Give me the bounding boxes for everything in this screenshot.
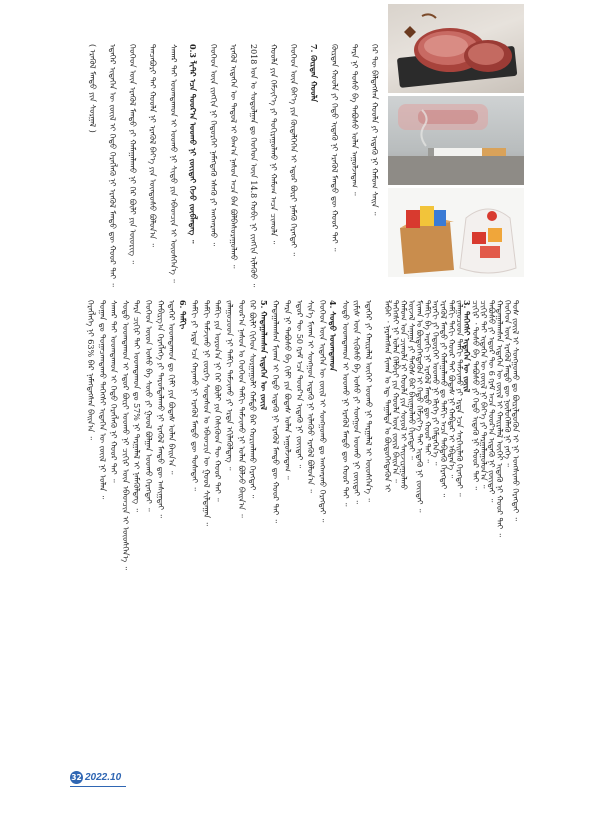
column-middle-line: ᠬᠠᠪᠢᠷᠭ᠎ᠠ ᠬᠡᠷᠡᠭᠯᠡᠭᠡ ᠶᠢ ᠳᠠᠷᠤᠮᠳᠠᠯᠠᠬᠤ ᠨᠢ ᠡᠷᠡᠭᠦᠯ ᠮᠡᠨᠳᠦ ᠳᠦ ᠠᠰᠢᠭ᠋ᠲᠠᠢ ᠃ — [156, 300, 165, 518]
column-right-line: ᠳᠠᠮᠬᠢ ᠪᠠ ᠠᠷᠠᠬᠢ ᠨᠢ ᠡᠷᠡᠭᠦᠯ ᠮᠡᠨᠳᠦ ᠳᠦ ᠬᠣᠣᠷ ᠲᠠᠢ ᠃ — [423, 300, 432, 463]
column-right-line: ᠦᠵᠡᠯ ᠰᠠᠨᠠᠭᠠ ᠶᠢ ᠲᠡᠭᠦᠰ ᠪᠡᠷ ᠪᠠᠢᠭᠤᠯᠬᠤ ᠬᠡᠷᠡᠭᠲᠡᠢ ᠃ — [407, 300, 416, 460]
column-right-line: ᠳᠠᠮᠬᠢ ᠳᠠᠬᠢ ᠬᠣᠣᠷ ᠲᠠᠢ ᠪᠣᠳᠠᠰ ᠨᠢ ᠬᠠᠪᠳᠠᠷ ᠢ ᠡᠪᠳᠡᠨ᠎ᠡ ᠃ — [447, 300, 456, 479]
column-left-line: ᠬᠡᠦᠬᠡᠳ ᠦᠨ ᠵᠢᠩᠭᠢᠨ ᠨᠢ ᠬᠡᠲᠦᠷᠬᠡᠢ ᠨᠡᠮᠡᠭᠳᠡᠬᠦ ᠡᠰᠡᠬᠦ ᠶᠢ ᠠᠩᠬᠠᠷᠬᠤ ᠃ — [209, 44, 218, 247]
column-left-line: ᠬᠦᠷᠳᠡᠨ ᠬᠣᠣᠯᠠ ᠶᠢ ᠬᠡᠳᠦ ᠢᠳᠡᠬᠦ ᠨᠢ ᠡᠷᠡᠭᠦᠯ ᠮᠡᠨᠳᠦ ᠳᠦ ᠬᠣᠣᠷ ᠲᠠᠢ ᠃ — [330, 44, 339, 252]
column-left-line: ᠬᠣᠣᠯᠠ ᠶᠢᠨ ᠬᠡᠮᠵᠢᠶ᠎ᠡ ᠶᠢ ᠲᠣᠬᠢᠷᠠᠭᠤᠯᠬᠤ ᠨᠢ ᠬᠠᠮᠤᠭ ᠠᠴᠠ ᠴᠢᠬᠤᠯᠠ ᠃ — [269, 44, 278, 245]
column-left — [88, 44, 379, 288]
column-middle-line: ᠵᠠᠯᠠᠭᠤᠴᠤᠳ ᠨᠢ ᠳᠠᠮᠬᠢ ᠳᠠᠮᠵᠢᠬᠤ ᠶᠢ ᠡᠷᠲᠡ ᠡᠬᠢᠯᠡᠭᠦᠯᠳᠡᠭ ᠃ — [225, 300, 234, 471]
column-right-line: 3. ᠳᠡᠭᠡᠭᠰᠢ ᠢᠳᠡᠭᠡᠨ ᠦ ᠵᠦᠢᠯ — [462, 300, 472, 393]
column-right-line: ᠬᠡᠦᠬᠡᠳ ᠦᠨ ᠡᠷᠡᠭᠦᠯ ᠮᠡᠨᠳᠦ ᠳᠦ ᠨᠥᠯᠦᠭᠡᠯᠡᠬᠦ ᠨᠢ ᠶᠡᠬᠡ ᠃ — [503, 300, 512, 467]
column-middle-line: ᠵᠢᠮᠢᠰ ᠦᠨ ᠰᠢᠭᠦᠰᠦ ᠪᠠ ᠤᠰᠤ ᠶᠢ ᠰᠣᠩᠭᠣᠨ ᠤᠤᠬᠤ ᠨᠢ ᠵᠦᠢᠲᠡᠢ ᠃ — [352, 300, 361, 504]
column-right — [383, 300, 519, 798]
column-middle-line: ᠬᠡᠷᠡᠭᠯᠡᠭᠡ ᠨᠢ 63% ᠪᠡᠷ ᠨᠡᠮᠡᠭᠳᠡᠭᠰᠡᠨ ᠪᠠᠢᠨ᠎ᠠ ᠃ — [86, 300, 95, 440]
column-middle-line: ᠳᠠᠮᠬᠢ ᠶᠢᠨ ᠤᠷᠤᠨ᠎ᠠ ᠨᠢ ᠭᠡᠷ ᠪᠦᠯᠢ ᠶᠢᠨ ᠭᠡᠰᠢᠭᠦᠳ ᠲᠦ ᠬᠣᠣᠷ ᠲᠠᠢ ᠃ — [213, 300, 222, 502]
cigarette-photo — [388, 96, 524, 185]
column-middle-line: ᠰᠠᠬᠠᠷ ᠲᠠᠢ ᠤᠤᠭᠳᠠᠬᠤᠨ ᠢ ᠬᠡᠳᠦ ᠬᠡᠷᠡᠭᠯᠡᠬᠦ ᠨᠢ ᠬᠣᠣᠷ ᠲᠠᠢ ᠃ — [109, 300, 118, 483]
column-left-line: ᠰᠠᠬᠠᠷ ᠲᠠᠢ ᠤᠤᠭᠳᠠᠬᠤᠨ ᠢ ᠤᠤᠬᠤ ᠨᠢ ᠰᠢᠳᠦ ᠶᠢᠨ ᠡᠪᠡᠳᠴᠢᠨ ᠢ ᠦᠦᠰᠭᠡᠨ᠎ᠡ ᠃ — [169, 44, 178, 283]
column-right-line: ᠡᠷᠡᠭᠦᠯ ᠮᠡᠨᠳᠦ ᠶᠢ ᠬᠠᠮᠠᠭᠠᠯᠠᠬᠤ ᠳᠤ ᠳᠠᠮᠬᠢ ᠠᠴᠠ ᠳᠡᠪᠳᠡᠬᠦ ᠬᠡᠷᠡᠭᠲᠡᠢ ᠃ — [439, 300, 448, 497]
column-middle-line: 5. ᠬᠠᠳᠠᠭᠠᠯᠠᠭᠰᠠᠨ ᠢᠳᠡᠭᠡᠨ ᠦ ᠵᠦᠢᠯ — [259, 300, 269, 411]
snacks-photo — [388, 188, 524, 277]
column-right-line: ᠳᠡᠭᠡᠭᠰᠢ ᠨᠢ ᠣᠯᠠᠨ ᠬᠡᠯᠪᠡᠷᠢ ᠶᠢᠨ ᠬᠣᠣᠯᠠ ᠦᠨ ᠵᠦᠢᠯ ᠪᠠᠢᠨ᠎ᠠ ᠃ — [391, 300, 400, 483]
column-middle-line: ᠰᠣᠳᠤ ᠤᠤᠭᠳᠠᠬᠤᠨ ᠢ ᠡᠳᠦᠷ ᠪᠦᠷᠢ ᠤᠤᠬᠤ ᠨᠢ ᠴᠢᠬᠢᠷ ᠦᠨ ᠡᠪᠡᠳᠴᠢᠨ ᠢ ᠦᠦᠰᠭᠡᠨ᠎ᠡ ᠃ — [121, 300, 130, 570]
meat-illustration — [388, 4, 524, 93]
column-middle-line: ᠡᠳᠦᠷ ᠲᠦ 50 ᠭᠷᠠᠮ ᠡᠴᠡ ᠳᠣᠣᠷ᠎ᠠ ᠢᠳᠡᠬᠦ ᠨᠢ ᠵᠦᠢᠲᠡᠢ ᠃ — [295, 300, 304, 469]
column-middle-line: ᠳᠣᠣᠷ᠎ᠠ ᠨᠠᠰᠤᠨ ᠤ ᠬᠡᠦᠬᠡᠳ ᠳᠠᠮᠬᠢ ᠳᠠᠮᠵᠢᠬᠤ ᠨᠢ ᠣᠯᠠᠨ ᠪᠣᠯᠵᠤ ᠪᠠᠢᠨ᠎ᠠ ᠃ — [237, 300, 246, 518]
column-right-line: ᠬᠠᠮᠤᠭ ᠤᠨ ᠴᠢᠬᠤᠯᠠ ᠨᠢ ᠬᠣᠣᠯᠠ ᠶᠢᠨ ᠰᠣᠶᠣᠯ ᠢ ᠰᠠᠢᠵᠢᠷᠠᠭᠤᠯᠬᠤ — [399, 300, 408, 490]
issue-date: 2022.10 — [85, 771, 122, 783]
column-right-line: ᠬᠠᠳᠠᠭᠠᠯᠠᠭᠰᠠᠨ ᠢᠳᠡᠭᠡᠨ ᠦ ᠵᠦᠢᠯ ᠢ ᠬᠠᠢᠷᠠᠯᠠᠯ ᠦᠭᠡᠢ ᠢᠳᠡᠬᠦ ᠨᠢ ᠬᠣᠣᠷ ᠲᠠᠢ ᠃ — [495, 300, 504, 537]
column-middle-line: ᠭᠡᠷ ᠪᠦᠯᠢ ᠬᠢᠬᠡᠳ ᠰᠤᠷᠭᠠᠭᠤᠯᠢ ᠬᠠᠮᠲᠤ ᠪᠡᠷ ᠬᠣᠷᠢᠭᠯᠠᠬᠤ ᠬᠡᠷᠡᠭᠲᠡᠢ ᠃ — [248, 300, 257, 499]
column-middle-line: ᠬᠡᠦᠬᠡᠳ ᠦᠨ ᠢᠳᠡᠭᠡᠨ ᠦ ᠵᠦᠢᠯ ᠢ ᠰᠣᠩᠭᠣᠬᠤ ᠳᠤ ᠠᠩᠬᠠᠷᠬᠤ ᠬᠡᠷᠡᠭᠲᠡᠢ ᠃ — [318, 300, 327, 523]
column-right-line: ᠵᠠᠯᠠᠭᠤᠴᠤᠳ ᠲᠠᠮᠬᠢ ᠳᠠᠮᠵᠢᠬᠤ ᠶᠢ ᠡᠷᠲᠡ ᠡᠴᠡ ᠰᠡᠷᠭᠡᠢᠯᠡᠬᠦ ᠬᠡᠷᠡᠭᠲᠡᠢ ᠃ — [455, 300, 464, 497]
column-left-line: ᠡᠳᠡᠭᠡᠷ ᠢᠳᠡᠭᠡᠨ ᠦ ᠵᠦᠢᠯ ᠢ ᠬᠡᠳᠦ ᠬᠡᠷᠡᠭᠯᠡᠬᠦ ᠨᠢ ᠡᠷᠡᠭᠦᠯ ᠮᠡᠨᠳᠦ ᠳᠦ ᠬᠣᠣᠷ ᠲᠠᠢ ᠃ — [108, 44, 117, 287]
column-middle-line: ᠳᠠᠮᠬᠢ ᠳᠠᠮᠵᠢᠬᠤ ᠨᠢ ᠵᠦᠷᠬᠡ ᠰᠤᠳᠠᠰᠤᠨ ᠤ ᠡᠪᠡᠳᠴᠢᠨ ᠦ ᠭᠣᠣᠯ ᠰᠢᠯᠳᠠᠭᠠᠨ ᠃ — [202, 300, 211, 526]
column-right-line: ᠲᠤᠰ ᠵᠦᠢᠯ ᠢ ᠰᠣᠩᠭᠣᠬᠤ ᠳᠤ ᠪᠦᠷᠢᠯᠳᠦᠬᠦᠨ ᠢ ᠨᠢ ᠤᠩᠰᠢᠬᠤ ᠬᠡᠷᠡᠭᠲᠡᠢ ᠃ — [511, 300, 520, 521]
column-left-line: ᠬᠡᠦᠬᠡᠳ ᠦᠨ ᠡᠷᠡᠭᠦᠯ ᠮᠡᠨᠳᠦ ᠶᠢ ᠬᠠᠮᠠᠭᠠᠯᠠᠬᠤ ᠨᠢ ᠭᠡᠷ ᠪᠦᠯᠢ ᠶᠢᠨ ᠦᠦᠷᠢᠭ ᠃ — [128, 44, 137, 264]
column-left-line: ( ᠡᠷᠡᠭᠦᠯ ᠮᠡᠨᠳᠦ ᠶᠢᠨ ᠰᠤᠷᠭᠠᠯ ) — [88, 44, 97, 133]
column-middle-line: ᠲᠡᠷᠡ ᠨᠢ ᠳᠠᠪᠤᠰᠤ ᠪᠠ ᠬᠢᠮᠢ ᠶᠢᠨ ᠪᠣᠳᠠᠰ ᠣᠯᠠᠨ ᠠᠭᠤᠯᠵᠠᠳᠠᠭ ᠃ — [283, 300, 292, 480]
column-left-line: ᠲᠡᠷᠡ ᠨᠢ ᠲᠣᠰᠣ ᠪᠠ ᠳᠠᠪᠤᠰᠤ ᠣᠯᠠᠨ ᠠᠭᠤᠯᠵᠠᠳᠠᠭ ᠃ — [350, 44, 359, 196]
snacks-illustration — [388, 188, 524, 277]
page-footer — [70, 770, 121, 784]
column-middle-line: ᠡᠳᠡᠭᠡᠷ ᠶᠢ ᠬᠠᠢᠷᠠᠯᠠᠯ ᠦᠭᠡᠢ ᠤᠤᠬᠤ ᠨᠢ ᠲᠠᠷᠭᠠᠯᠠᠯ ᠢ ᠦᠦᠰᠭᠡᠨ᠎ᠡ ᠃ — [364, 300, 373, 502]
column-left-line: ᠲᠡᠨᠴᠡᠪᠦᠷᠢ ᠲᠠᠢ ᠬᠣᠣᠯᠠ ᠨᠢ ᠡᠷᠡᠭᠦᠯ ᠪᠡᠶ᠎ᠡ ᠶᠢᠨ ᠦᠨᠳᠦᠰᠦ ᠪᠣᠯᠤᠨ᠎ᠠ ᠃ — [148, 44, 157, 247]
column-middle — [86, 300, 372, 798]
column-left-line: ᠬᠡᠦᠬᠡᠳ ᠦᠨ ᠪᠡᠶ᠎ᠡ ᠶᠢᠨ ᠬᠦᠳᠡᠯᠭᠡᠭᠡᠨ ᠢ ᠡᠳᠦᠷ ᠪᠦᠷᠢ ᠨᠡᠮᠡᠬᠦ ᠬᠡᠷᠡᠭᠲᠡᠢ ᠃ — [289, 44, 298, 256]
column-middle-line: ᠲᠣᠭᠠᠨ ᠳᠤ ᠲᠣᠭᠠᠴᠠᠭᠳᠠᠬᠤ ᠳᠡᠭᠡᠭᠰᠢ ᠢᠳᠡᠭᠡᠨ ᠦ ᠵᠦᠢᠯ ᠨᠢ ᠣᠯᠠᠨ ᠃ — [98, 300, 107, 500]
cigarette-illustration — [388, 96, 524, 185]
meat-photo — [388, 4, 524, 93]
column-left-line: 2018 ᠣᠨ ᠤ ᠰᠤᠳᠤᠯᠭᠠᠨ ᠳᠤ ᠬᠡᠦᠬᠡᠳ ᠦᠨ 14.8 ᠬᠤᠪᠢ ᠨᠢ ᠵᠢᠩᠭᠢᠨ ᠢᠯᠡᠭᠦᠦ ᠃ — [249, 44, 258, 288]
column-middle-line: ᠰᠣᠳᠤ ᠤᠤᠭᠳᠠᠬᠤᠨ ᠢ ᠤᠤᠬᠤ ᠨᠢ ᠡᠷᠡᠭᠦᠯ ᠮᠡᠨᠳᠦ ᠳᠦ ᠬᠣᠣᠷ ᠲᠠᠢ ᠃ — [341, 300, 350, 507]
column-left-line: ᠡᠷᠡᠭᠦᠯ ᠢᠳᠡᠭᠡᠨ ᠦ ᠳᠠᠳᠤᠯ ᠢ ᠪᠠᠭ᠎ᠠ ᠨᠠᠰᠤᠨ ᠠᠴᠠ ᠪᠡᠨ ᠪᠣᠯᠪᠠᠰᠤᠷᠠᠭᠤᠯᠬᠤ ᠃ — [229, 44, 238, 269]
column-right-line: ᠠᠷᠠᠬᠢ ᠶᠢ ᠬᠡᠲᠦᠷᠬᠡᠢ ᠤᠤᠬᠤ ᠨᠢ ᠡᠯᠢᠭᠡ ᠶᠢ ᠭᠡᠮᠲᠡᠭᠡᠨ᠎ᠡ ᠃ — [431, 300, 440, 466]
column-middle-line: ᠳᠠᠮᠬᠢ ᠶᠢ ᠡᠷᠲᠡ ᠡᠴᠡ ᠬᠠᠶᠠᠬᠤ ᠨᠢ ᠡᠷᠡᠭᠦᠯ ᠮᠡᠨᠳᠦ ᠳᠦ ᠲᠤᠰᠠᠲᠠᠢ ᠃ — [190, 300, 199, 491]
column-middle-line: ᠡᠳᠡᠭᠡᠷ ᠤᠤᠭᠳᠠᠬᠤᠨ ᠳᠤ ᠬᠢᠮᠢ ᠶᠢᠨ ᠪᠣᠳᠠᠰ ᠣᠯᠠᠨ ᠪᠠᠢᠨ᠎ᠠ ᠃ — [167, 300, 176, 475]
column-left-line: ᠭᠡᠷ ᠲᠦ ᠪᠡᠯᠳᠡᠭᠰᠡᠨ ᠬᠣᠣᠯᠠ ᠶᠢ ᠢᠳᠡᠬᠦ ᠨᠢ ᠬᠠᠮᠤᠭ ᠰᠠᠢᠨ ᠃ — [370, 44, 379, 216]
column-right-line: ᠮᠢᠬᠠᠨ ᠤ ᠪᠦᠲᠦᠭᠡᠭᠳᠡᠬᠦᠨ ᠢ ᠬᠡᠳᠦ ᠬᠡᠮᠵᠢᠶ᠎ᠡ ᠲᠠᠢ ᠢᠳᠡᠬᠦ ᠨᠢ ᠵᠦᠢᠲᠡᠢ ᠃ — [415, 300, 424, 513]
column-middle-line: ᠲᠡᠷᠡ ᠴᠢᠬᠢᠷ ᠲᠠᠢ ᠤᠤᠭᠳᠠᠬᠤᠨ ᠳᠤ 57% ᠨᠢ ᠲᠠᠷᠭᠠᠯᠠᠯ ᠢ ᠨᠡᠮᠡᠭᠦᠯᠳᠡᠭ ᠃ — [132, 300, 141, 512]
column-middle-line: ᠬᠠᠳᠠᠭᠠᠯᠠᠭᠰᠠᠨ ᠮᠢᠬᠠᠨ ᠢ ᠬᠡᠳᠦ ᠢᠳᠡᠬᠦ ᠨᠢ ᠡᠷᠡᠭᠦᠯ ᠮᠡᠨᠳᠦ ᠳᠦ ᠬᠣᠣᠷ ᠲᠠᠢ ᠃ — [271, 300, 280, 523]
column-middle-line: ᠬᠡᠦᠬᠡᠳ ᠦᠳ ᠤᠰᠤ ᠪᠠ ᠰᠦᠦ ᠶᠢ ᠭᠣᠣᠯ ᠪᠣᠯᠭᠠᠨ ᠤᠤᠬᠤ ᠬᠡᠷᠡᠭᠲᠡᠢ ᠃ — [144, 300, 153, 512]
column-right-line: ᠯᠠᠪᠠᠢ ᠂ ᠨᠡᠷᠡᠯᠡᠭᠰᠡᠨ ᠮᠢᠬᠠᠨ ᠤ ᠡᠳ᠋ ᠳᠠᠭᠠᠯᠳᠠ ᠤ ᠪᠦᠲᠦᠭᠡᠭᠳᠡᠬᠦᠨ ᠢ — [383, 300, 392, 493]
column-middle-line: 6. ᠳᠠᠮᠬᠢ — [178, 300, 188, 330]
footer-rule — [70, 786, 126, 787]
page-number: 32 — [71, 772, 82, 782]
column-middle-line: 4. ᠰᠣᠳᠤ ᠤᠤᠭᠳᠠᠬᠤᠨ — [328, 300, 338, 372]
column-right-line: ᠴᠢᠬᠢᠷ ᠲᠠᠢ ᠢᠳᠡᠭᠡᠨ ᠦ ᠵᠦᠢᠯ ᠨᠢ ᠪᠡᠶ᠎ᠡ ᠶᠢ ᠲᠠᠷᠭᠠᠯᠠᠭᠤᠯᠤᠨ᠎ᠠ ᠃ — [479, 300, 488, 489]
column-right-line: ᠴᠢᠬᠢᠷ ᠂ ᠳᠤᠰᠤ ᠪᠠ ᠳᠠᠪᠤᠰᠤ ᠶᠢ ᠬᠡᠳᠦ ᠢᠳᠡᠬᠦ ᠨᠢ ᠬᠣᠣᠷ ᠲᠠᠢ ᠃ — [471, 300, 480, 490]
column-middle-line: ᠰᠢᠨ᠎ᠡ ᠮᠢᠬᠠᠨ ᠢ ᠰᠣᠩᠭᠣᠨ ᠢᠳᠡᠬᠦ ᠨᠢ ᠢᠯᠡᠭᠦᠦ ᠡᠷᠡᠭᠦᠯ ᠪᠣᠯᠤᠨ᠎ᠠ ᠃ — [306, 300, 315, 493]
column-right-line: ᠳᠠᠪᠤᠰᠤ ᠶᠢ ᠡᠳᠦᠷ ᠲᠦ 6 ᠭᠷᠠᠮ ᠠᠴᠠ ᠳᠣᠣᠷ᠎ᠠ ᠢᠳᠡᠬᠦ ᠨᠢ ᠵᠦᠢᠲᠡᠢ ᠃ — [487, 300, 496, 503]
column-left-line: 7. ᠬᠦᠷᠳᠡᠨ ᠬᠣᠣᠯᠠ — [309, 44, 319, 103]
column-left-line: 0.3 ᠯᠢᠲᠷ ᠡᠴᠡ ᠳᠣᠣᠷ᠎ᠠ ᠤᠤᠬᠤ ᠨᠢ ᠵᠦᠢᠲᠡᠢ ᠭᠡᠵᠦ ᠵᠥᠪᠯᠡᠳᠡᠭ ᠃ — [188, 44, 198, 244]
